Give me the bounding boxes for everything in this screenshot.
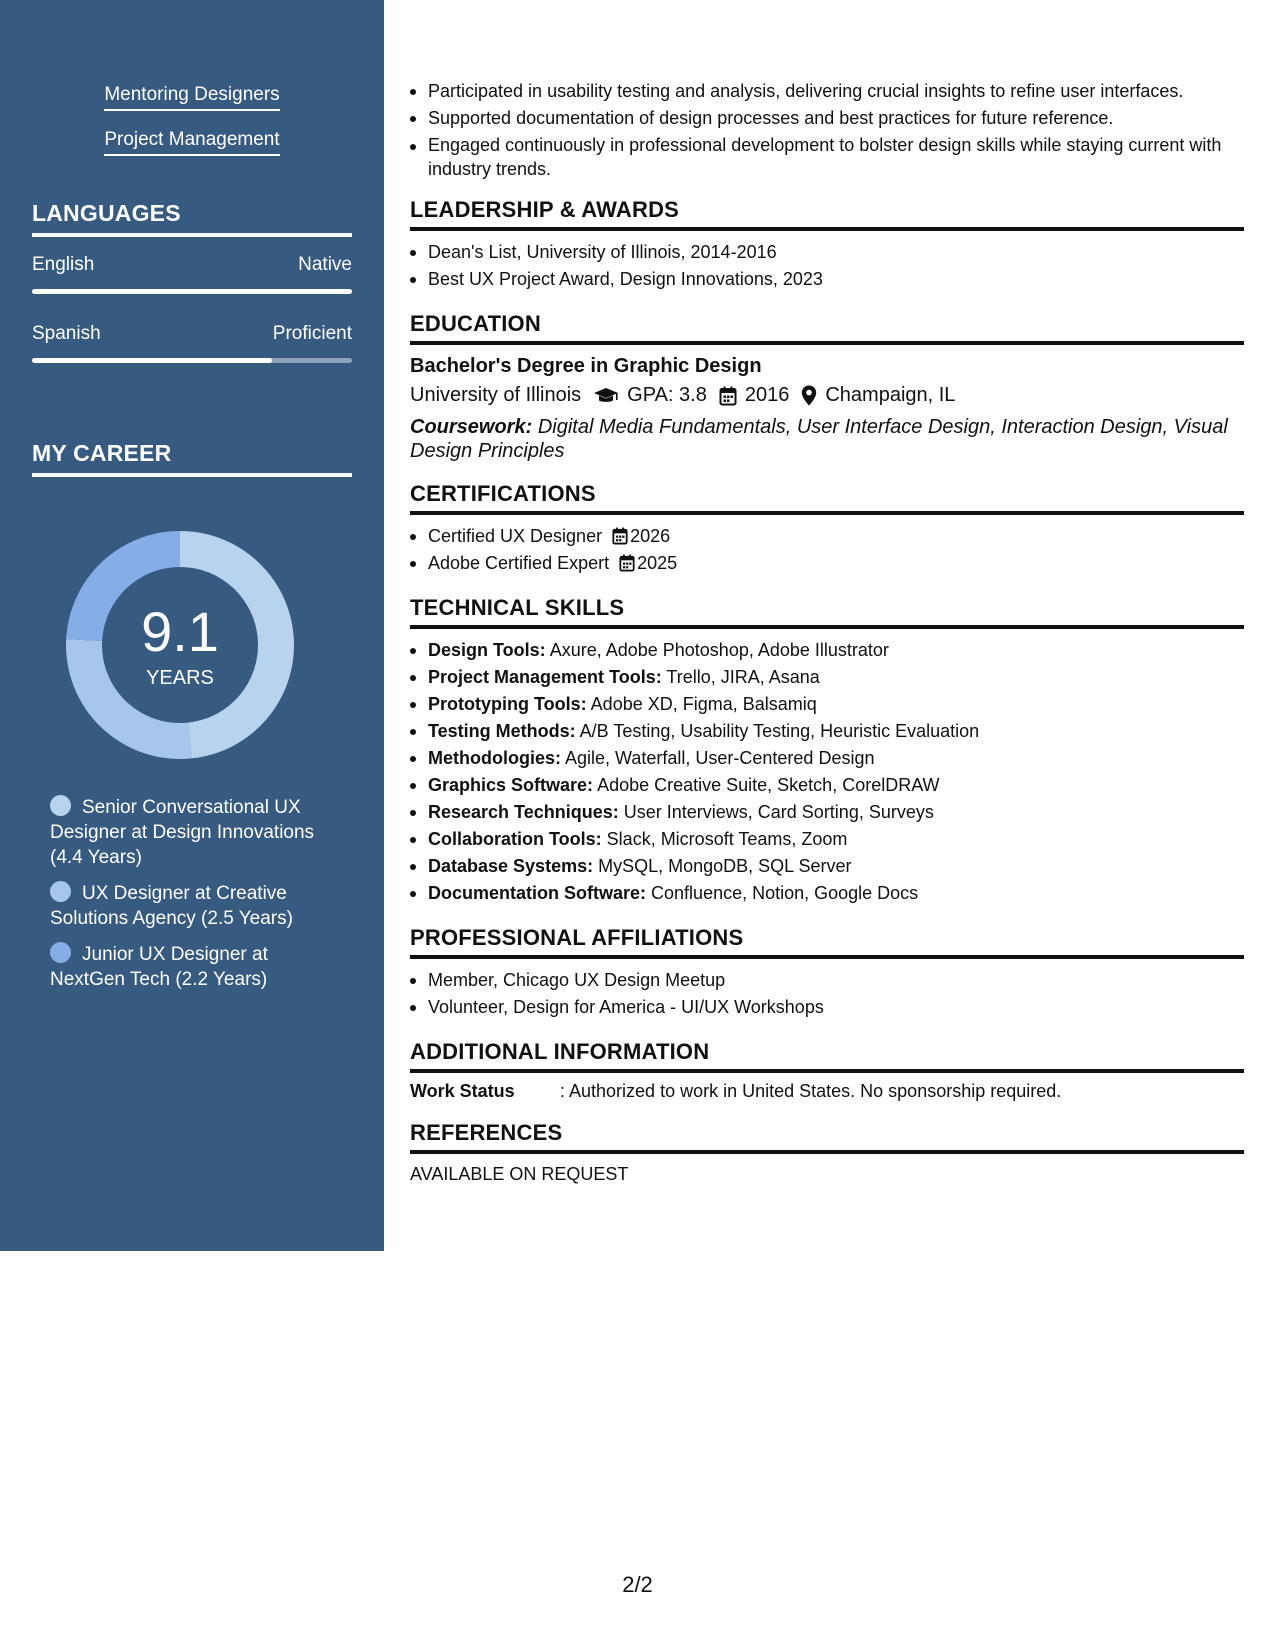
skill-values: Agile, Waterfall, User-Centered Design (565, 748, 875, 768)
skill-links (0, 84, 384, 174)
skill-link-project-management[interactable]: Project Management (104, 129, 279, 156)
certification-name: Adobe Certified Expert (428, 553, 610, 573)
list-item (428, 853, 1244, 880)
career-legend-label: Senior Conversational UX Designer at Design Innovations (4.4 Years) (50, 797, 315, 868)
work-status-label: Work Status (410, 1081, 515, 1101)
skill-category: Prototyping Tools: (428, 694, 587, 714)
legend-dot-icon (50, 942, 71, 963)
skill-category: Design Tools: (428, 640, 546, 660)
education-meta (410, 384, 1244, 407)
language-bar (32, 358, 352, 363)
experience-bullets (410, 78, 1244, 181)
list-item: Best UX Project Award, Design Innovations, 2023 (428, 266, 1244, 293)
language-name: English (32, 254, 95, 275)
education-heading: EDUCATION (410, 311, 1244, 345)
list-item (428, 718, 1244, 745)
skill-category: Methodologies: (428, 748, 561, 768)
skill-values: Axure, Adobe Photoshop, Adobe Illustrator (549, 640, 889, 660)
skill-category: Testing Methods: (428, 721, 576, 741)
list-item: Volunteer, Design for America - UI/UX Workshops (428, 994, 1244, 1021)
coursework-label: Coursework: (410, 416, 533, 438)
graduation-cap-icon (593, 387, 619, 405)
school-location: Champaign, IL (825, 384, 956, 406)
calendar-icon (719, 386, 737, 406)
certification-name: Certified UX Designer (428, 526, 603, 546)
language-level: Native (298, 254, 352, 275)
leadership-list (410, 239, 1244, 293)
work-status-value: : Authorized to work in United States. No sponsorship required. (560, 1081, 1062, 1101)
calendar-icon (612, 527, 628, 545)
certifications-heading: CERTIFICATIONS (410, 481, 1244, 515)
affiliations-heading: PROFESSIONAL AFFILIATIONS (410, 925, 1244, 959)
coursework (410, 415, 1244, 463)
career-heading: MY CAREER (32, 440, 352, 477)
career-total-unit: YEARS (146, 667, 214, 689)
skill-category: Documentation Software: (428, 883, 647, 903)
career-legend-item (50, 881, 340, 931)
references-text: AVAILABLE ON REQUEST (410, 1164, 629, 1184)
career-legend (50, 795, 340, 1003)
additional-info-heading: ADDITIONAL INFORMATION (410, 1039, 1244, 1073)
list-item (428, 799, 1244, 826)
skill-values: Confluence, Notion, Google Docs (651, 883, 919, 903)
languages-heading: LANGUAGES (32, 200, 352, 237)
gpa: GPA: 3.8 (627, 384, 707, 406)
skill-values: Trello, JIRA, Asana (666, 667, 820, 687)
list-item: Dean's List, University of Illinois, 2014-2016 (428, 239, 1244, 266)
skill-category: Research Techniques: (428, 802, 619, 822)
list-item (428, 523, 1244, 550)
list-item (428, 745, 1244, 772)
list-item (428, 826, 1244, 853)
language-level: Proficient (272, 323, 352, 344)
map-pin-icon (801, 385, 817, 406)
career-legend-label: Junior UX Designer at NextGen Tech (2.2 Years) (50, 944, 268, 990)
language-bar-fill (32, 358, 272, 363)
career-legend-item (50, 795, 340, 870)
skill-values: Adobe Creative Suite, Sketch, CorelDRAW (597, 775, 940, 795)
graduation-year: 2016 (744, 384, 790, 406)
affiliations-list (410, 967, 1244, 1021)
skill-values: User Interviews, Card Sorting, Surveys (623, 802, 934, 822)
list-item (428, 880, 1244, 907)
certification-year: 2025 (637, 553, 678, 573)
language-bar-fill (32, 289, 352, 294)
sidebar (0, 0, 384, 1251)
references-heading: REFERENCES (410, 1120, 1244, 1154)
list-item: Member, Chicago UX Design Meetup (428, 967, 1244, 994)
leadership-heading: LEADERSHIP & AWARDS (410, 197, 1244, 231)
skill-category: Collaboration Tools: (428, 829, 602, 849)
skill-link-mentoring[interactable]: Mentoring Designers (104, 84, 279, 111)
school-name: University of Illinois (410, 384, 582, 406)
skill-values: A/B Testing, Usability Testing, Heuristic Evaluation (579, 721, 980, 741)
legend-dot-icon (50, 881, 71, 902)
work-status-row (410, 1081, 1244, 1102)
skill-category: Graphics Software: (428, 775, 594, 795)
skill-values: Slack, Microsoft Teams, Zoom (606, 829, 848, 849)
page-number: 2/2 (622, 1572, 653, 1597)
certifications-list (410, 523, 1244, 577)
skill-category: Project Management Tools: (428, 667, 662, 687)
career-total-years: 9.1 (141, 600, 219, 663)
list-item: Engaged continuously in professional development to bolster design skills while staying current with industry trends. (428, 133, 1244, 181)
certification-year: 2026 (630, 526, 671, 546)
list-item: Supported documentation of design processes and best practices for future reference. (428, 105, 1244, 132)
language-name: Spanish (32, 323, 101, 344)
list-item (428, 691, 1244, 718)
degree-title: Bachelor's Degree in Graphic Design (410, 355, 762, 377)
technical-skills-list (410, 637, 1244, 907)
list-item (428, 637, 1244, 664)
list-item: Participated in usability testing and analysis, delivering crucial insights to refine user interfaces. (428, 78, 1244, 105)
skill-values: MySQL, MongoDB, SQL Server (598, 856, 852, 876)
legend-dot-icon (50, 795, 71, 816)
list-item (428, 550, 1244, 577)
list-item (428, 772, 1244, 799)
technical-skills-heading: TECHNICAL SKILLS (410, 595, 1244, 629)
skill-category: Database Systems: (428, 856, 594, 876)
list-item (428, 664, 1244, 691)
career-legend-item (50, 942, 340, 992)
calendar-icon (619, 554, 635, 572)
skill-values: Adobe XD, Figma, Balsamiq (590, 694, 817, 714)
language-bar (32, 289, 352, 294)
main-content (410, 78, 1244, 1185)
career-legend-label: UX Designer at Creative Solutions Agency (2.5 Years) (50, 883, 293, 929)
coursework-list: Digital Media Fundamentals, User Interface Design, Interaction Design, Visual Design Principles (410, 416, 1228, 462)
